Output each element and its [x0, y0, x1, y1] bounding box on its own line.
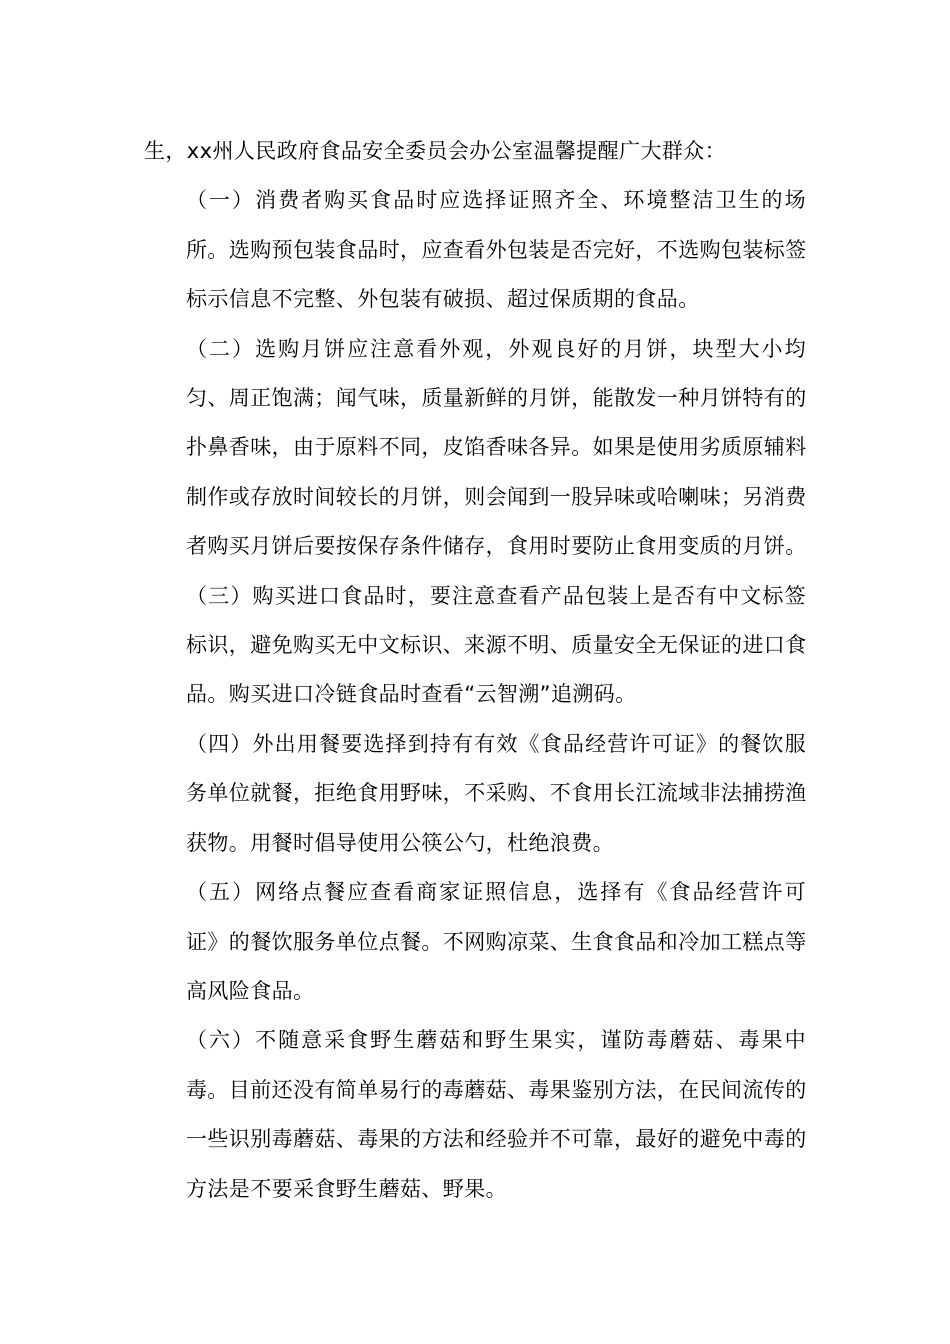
paragraph-line: （二）选购月饼应注意看外观，外观良好的月饼，块型大小均: [186, 336, 806, 361]
paragraph-line: 标示信息不完整、外包装有破损、超过保质期的食品。: [186, 287, 700, 312]
paragraph-item-2: [144, 325, 806, 572]
paragraph-line: 者购买月饼后要按保存条件储存，食用时要防止食用变质的月饼。: [186, 534, 807, 559]
paragraph-line: 证》的餐饮服务单位点餐。不网购凉菜、生食食品和冷加工糕点等: [186, 929, 807, 954]
paragraph-item-3: [144, 572, 806, 720]
paragraph-line: 制作或存放时间较长的月饼，则会闻到一股异味或哈喇味；另消费: [186, 484, 807, 509]
paragraph-line: 标识，避免购买无中文标识、来源不明、质量安全无保证的进口食: [186, 633, 807, 658]
paragraph-line: （四）外出用餐要选择到持有有效《食品经营许可证》的餐饮服: [186, 731, 806, 756]
paragraph-line: （三）购买进口食品时，要注意查看产品包装上是否有中文标签: [186, 583, 806, 608]
paragraph-line: 获物。用餐时倡导使用公筷公勺，杜绝浪费。: [186, 830, 614, 855]
paragraph-line: 一些识别毒蘑菇、毒果的方法和经验并不可靠，最好的避免中毒的: [186, 1127, 807, 1152]
paragraph-line: 品。购买进口冷链食品时查看“云智溯”追溯码。: [186, 682, 637, 707]
paragraph-line: 毒。目前还没有简单易行的毒蘑菇、毒果鉴别方法，在民间流传的: [186, 1077, 807, 1102]
document-page: [144, 127, 806, 1214]
paragraph-item-6: [144, 1016, 806, 1214]
paragraph-line: （五）网络点餐应查看商家证照信息，选择有《食品经营许可: [186, 880, 806, 905]
paragraph-line: 生，xx州人民政府食品安全委员会办公室温馨提醒广大群众：: [144, 139, 727, 163]
paragraph-line: （一）消费者购买食品时应选择证照齐全、环境整洁卫生的场: [186, 188, 806, 213]
paragraph-line: （六）不随意采食野生蘑菇和野生果实，谨防毒蘑菇、毒果中: [186, 1028, 806, 1053]
paragraph-line: 高风险食品。: [186, 978, 315, 1003]
paragraph-line: 所。选购预包装食品时，应查看外包装是否完好，不选购包装标签: [186, 237, 807, 262]
paragraph-item-1: [144, 176, 806, 324]
paragraph-line: 务单位就餐，拒绝食用野味，不采购、不食用长江流域非法捕捞渔: [186, 781, 807, 806]
paragraph-item-4: [144, 720, 806, 868]
paragraph-line: 扑鼻香味，由于原料不同，皮馅香味各异。如果是使用劣质原辅料: [186, 435, 807, 460]
paragraph-line: 方法是不要采食野生蘑菇、野果。: [186, 1176, 507, 1201]
paragraph-line: 匀、周正饱满；闻气味，质量新鲜的月饼，能散发一种月饼特有的: [186, 386, 807, 411]
paragraph-intro: [144, 127, 806, 176]
paragraph-item-5: [144, 868, 806, 1016]
